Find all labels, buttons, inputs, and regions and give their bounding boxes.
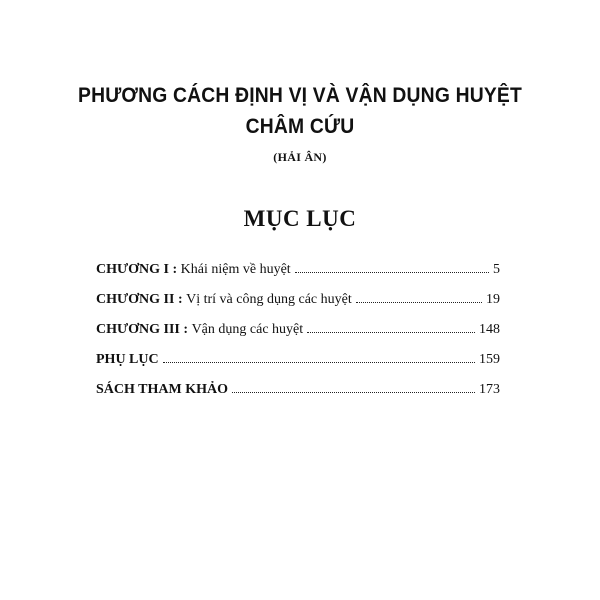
toc-entry-references xyxy=(96,382,500,412)
toc-dot-leader xyxy=(163,362,475,363)
toc-entry-label xyxy=(96,382,228,398)
toc-dot-leader xyxy=(295,272,489,273)
table-of-contents xyxy=(96,262,500,412)
toc-entry-page: 19 xyxy=(486,292,500,307)
toc-entry-label xyxy=(96,292,352,308)
toc-entry-label xyxy=(96,352,159,368)
author-name: (HẢI ÂN) xyxy=(273,150,327,164)
toc-entry-separator: : xyxy=(168,262,181,277)
toc-dot-leader xyxy=(232,392,475,393)
toc-dot-leader xyxy=(307,332,475,333)
toc-entry-page: 159 xyxy=(479,352,500,367)
toc-entry-separator: : xyxy=(179,322,192,337)
toc-dot-leader xyxy=(356,302,482,303)
toc-heading: MỤC LỤC xyxy=(243,206,357,231)
toc-entry-page: 173 xyxy=(479,382,500,397)
toc-entry-chapter-1 xyxy=(96,262,500,292)
toc-entry-description: Vận dụng các huyệt xyxy=(191,322,304,337)
toc-entry-chapter: CHƯƠNG III xyxy=(96,322,180,337)
toc-entry-chapter: CHƯƠNG I xyxy=(96,262,169,277)
toc-entry-chapter: SÁCH THAM KHẢO xyxy=(96,382,228,397)
toc-entry-chapter: PHỤ LỤC xyxy=(96,352,159,367)
toc-entry-separator: : xyxy=(174,292,187,307)
toc-entry-label xyxy=(96,322,303,338)
toc-entry-chapter: CHƯƠNG II xyxy=(96,292,175,307)
book-title-line-1: PHƯƠNG CÁCH ĐỊNH VỊ VÀ VẬN DỤNG HUYỆT xyxy=(77,84,522,107)
toc-entry-appendix xyxy=(96,352,500,382)
toc-entry-chapter-3 xyxy=(96,322,500,352)
toc-entry-description: Khái niệm về huyệt xyxy=(180,262,291,277)
toc-entry-label xyxy=(96,262,291,278)
toc-entry-description: Vị trí và công dụng các huyệt xyxy=(186,292,352,307)
book-title-line-2: CHÂM CỨU xyxy=(245,115,355,138)
toc-entry-page: 5 xyxy=(493,262,500,277)
toc-entry-page: 148 xyxy=(479,322,500,337)
toc-entry-chapter-2 xyxy=(96,292,500,322)
